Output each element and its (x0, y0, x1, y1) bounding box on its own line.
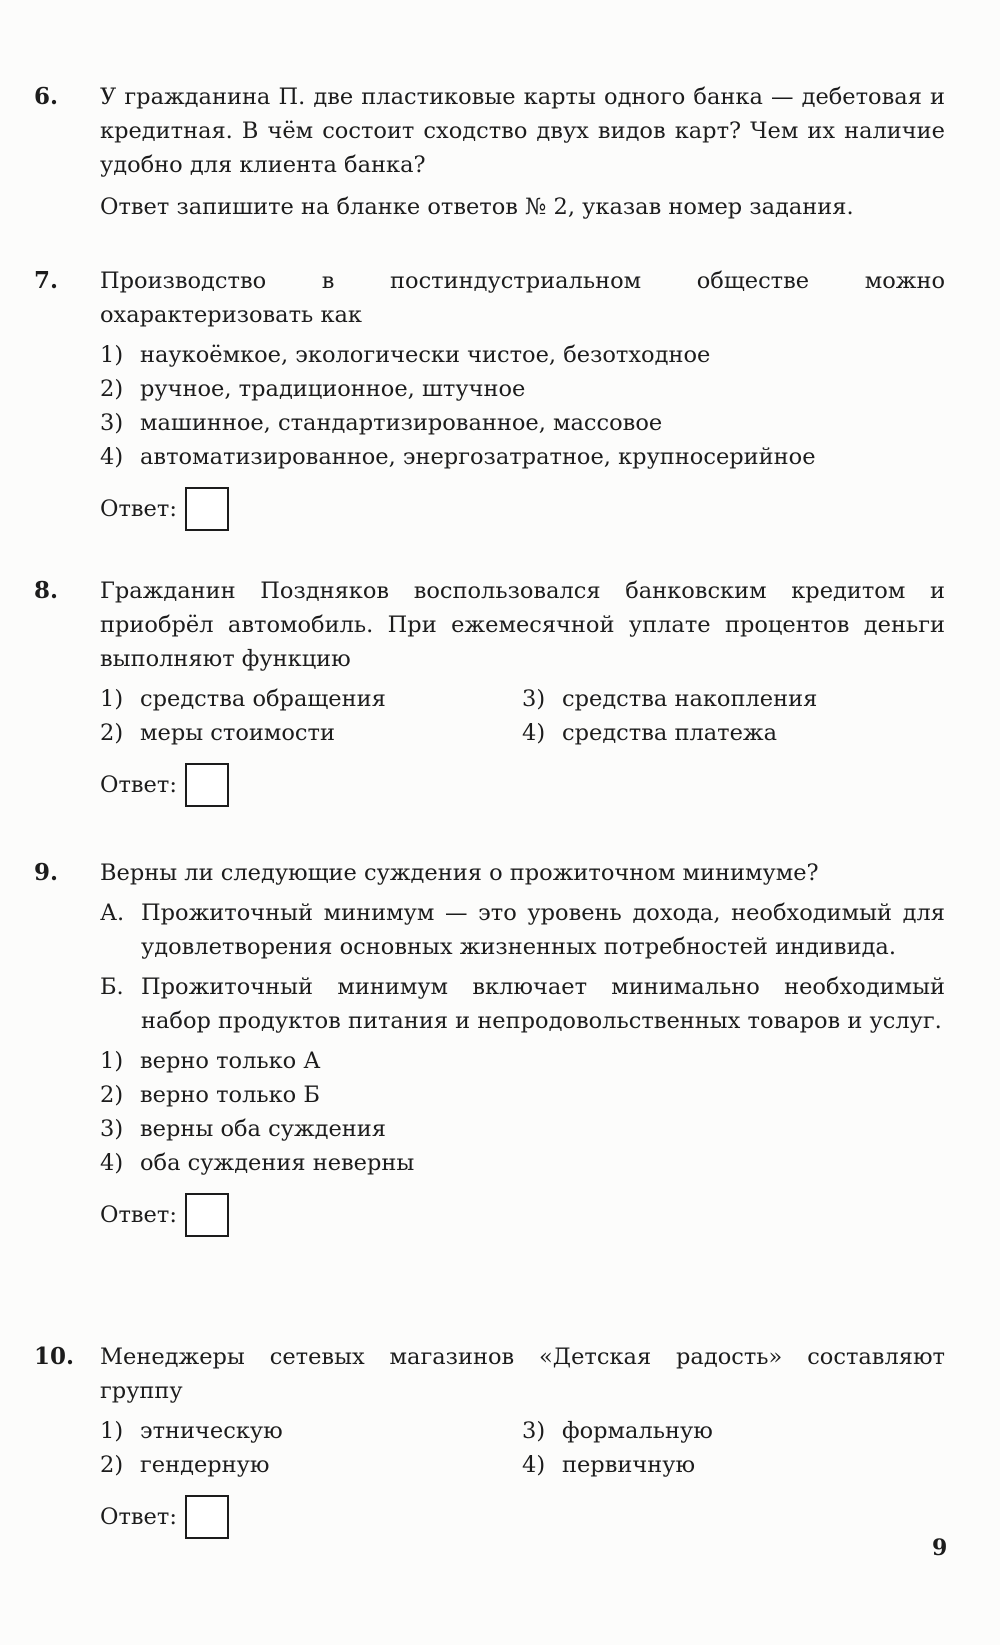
option-1: 1) верно только А (100, 1048, 321, 1074)
task-number: 10. (34, 1343, 75, 1370)
judgement-text: Прожиточный минимум — это уровень дохода, необходимый для удовлетворения основных жизненных потребностей индивида. (141, 900, 945, 960)
option-3: 3) верны оба суждения (100, 1116, 386, 1142)
answer-label: Ответ: (100, 1504, 177, 1530)
option-1: 1) средства обращения (100, 686, 386, 712)
task-number: 7. (34, 267, 59, 294)
answer-box[interactable] (185, 1193, 229, 1237)
options-list (100, 1044, 945, 1180)
option-3: 3) формальную (522, 1418, 713, 1444)
page-number: 9 (932, 1535, 948, 1561)
option-4: 4) оба суждения неверны (100, 1150, 415, 1176)
answer-row (100, 760, 945, 810)
judgement-letter: А. (100, 900, 125, 926)
option-1: 1) наукоёмкое, экологически чистое, безотходное (100, 342, 711, 368)
options-list (100, 338, 945, 474)
option-1: 1) этническую (100, 1418, 283, 1444)
answer-label: Ответ: (100, 496, 177, 522)
option-4: 4) средства платежа (522, 720, 778, 746)
task-question: Верны ли следующие суждения о прожиточном минимуме? (100, 860, 819, 886)
answer-label: Ответ: (100, 772, 177, 798)
answer-box[interactable] (185, 487, 229, 531)
judgement-a (100, 896, 945, 964)
answer-box[interactable] (185, 763, 229, 807)
answer-box[interactable] (185, 1495, 229, 1539)
answer-row (100, 1190, 945, 1240)
task-number: 8. (34, 577, 59, 604)
task-question: У гражданина П. две пластиковые карты одного банка — дебетовая и кредитная. В чём состоит сходство двух видов карт? Чем их наличие удобно для клиента банка? (100, 84, 945, 178)
judgement-b (100, 970, 945, 1038)
option-3: 3) средства накопления (522, 686, 818, 712)
task-question: Производство в постиндустриальном обществе можно охарактеризовать как (100, 268, 945, 328)
judgement-text: Прожиточный минимум включает минимально необходимый набор продуктов питания и непродовольственных товаров и услуг. (141, 974, 945, 1034)
answer-row (100, 1492, 945, 1542)
answer-row (100, 484, 945, 534)
option-4: 4) первичную (522, 1452, 696, 1478)
option-2: 2) ручное, традиционное, штучное (100, 376, 526, 402)
task-question: Менеджеры сетевых магазинов «Детская радость» составляют группу (100, 1344, 945, 1404)
task-number: 6. (34, 83, 59, 110)
option-2: 2) верно только Б (100, 1082, 320, 1108)
option-2: 2) гендерную (100, 1452, 270, 1478)
option-2: 2) меры стоимости (100, 720, 335, 746)
options-grid (100, 1414, 945, 1482)
task-number: 9. (34, 859, 59, 886)
option-3: 3) машинное, стандартизированное, массовое (100, 410, 663, 436)
task-question: Гражданин Поздняков воспользовался банковским кредитом и приобрёл автомобиль. При ежемесячной уплате процентов деньги выполняют функцию (100, 578, 945, 672)
judgement-letter: Б. (100, 974, 124, 1000)
options-grid (100, 682, 945, 750)
task-instruction: Ответ запишите на бланке ответов № 2, указав номер задания. (100, 194, 854, 220)
answer-label: Ответ: (100, 1202, 177, 1228)
option-4: 4) автоматизированное, энергозатратное, крупносерийное (100, 444, 816, 470)
